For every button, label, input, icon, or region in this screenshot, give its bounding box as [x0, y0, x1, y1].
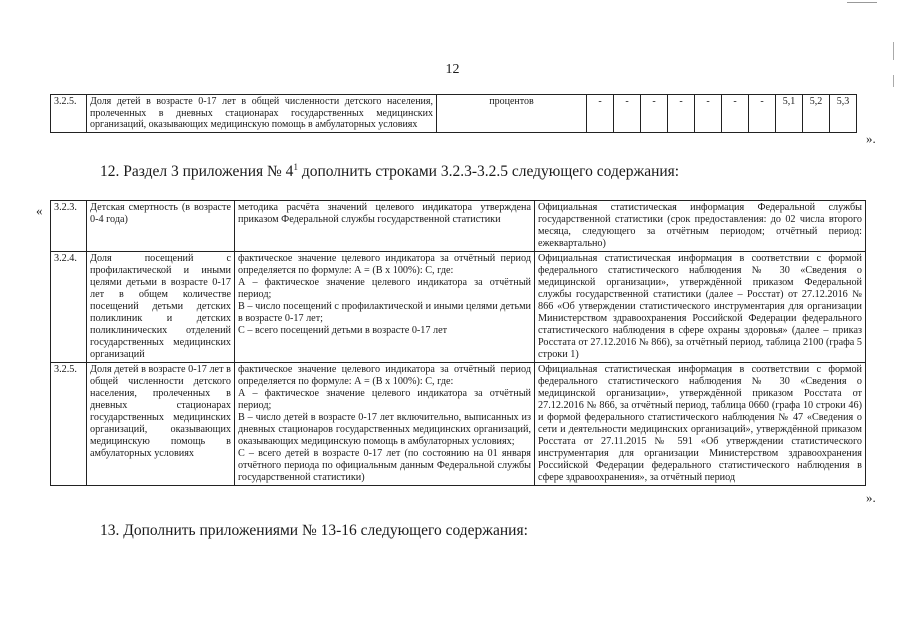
- value-cell: -: [695, 95, 722, 133]
- value-cell: -: [749, 95, 776, 133]
- table-row: [51, 201, 866, 252]
- value-cell: 5,3: [830, 95, 857, 133]
- value-cell: -: [722, 95, 749, 133]
- row-code: 3.2.4.: [51, 252, 87, 363]
- value-cell: -: [641, 95, 668, 133]
- closing-quote: ».: [866, 490, 876, 505]
- value-cell: -: [587, 95, 614, 133]
- opening-quote: «: [36, 203, 43, 218]
- indicator-method: фактическое значение целевого индикатора за отчётный период определяется по формуле: А = (В х 100%): С, где: А – фактическое значение целевого индикатора за отчётный период; В – число детей в возрасте 0-17 лет включительно, выписанных из дневных стационаров государственных медицинских организаций, оказывающих медицинскую помощь в амбулаторных условиях; С – всего детей в возрасте 0-17 лет (по состоянию на 01 января отчётного периода по официальным данным Федеральной службы государственной статистики): [235, 363, 535, 486]
- section-heading-12: [100, 162, 679, 181]
- scan-mark: [893, 42, 894, 60]
- indicators-table: [50, 200, 866, 486]
- indicator-method: фактическое значение целевого индикатора за отчётный период определяется по формуле: А = (В х 100%): С, где: А – фактическое значение целевого индикатора за отчётный период; В – число посещений с профилактической и иными целями детьми в возрасте 0-17 лет; С – всего посещений детьми в возрасте 0-17 лет: [235, 252, 535, 363]
- indicator-source: Официальная статистическая информация в соответствии с формой федерального статистического наблюдения № 30 «Сведения о медицинской организации», утверждённой приказом Федеральной службы государственной статистики (далее – Росстат) от 27.12.2016 № 866 «Об утверждении статистического инструментария для организации Министерством здравоохранения Российской Федерации федерального статистического наблюдения в сфере охраны здоровья» (далее – приказ Росстата от 27.12.2016 № 866), за отчётный период, таблица 2100 (графа 5 строки 1): [535, 252, 866, 363]
- heading-text-after: дополнить строками 3.2.3-3.2.5 следующего содержания:: [297, 163, 680, 181]
- indicator-name: Доля посещений с профилактической и иными целями детьми в возрасте 0-17 лет в общем количестве посещений детьми детских поликлиник и детских поликлинических отделений государственных медицинских организаций: [87, 252, 235, 363]
- value-cell: 5,2: [803, 95, 830, 133]
- row-code: 3.2.3.: [51, 201, 87, 252]
- indicator-source: Официальная статистическая информация в соответствии с формой федерального статистического наблюдения № 30 «Сведения о медицинской организации», утверждённой приказом Росстата от 27.12.2016 № 866, за отчётный период, таблица 0660 (графа 10 строки 46) и формой федерального статистического наблюдения № 47 «Сведения о сети и деятельности медицинских организаций», утверждённой приказом Росстата от 27.11.2015 № 591 «Об утверждении статистического инструментария для организации Министерством здравоохранения Российской Федерации федерального статистического наблюдения в сфере здравоохранения», за отчётный период: [535, 363, 866, 486]
- row-unit: процентов: [437, 95, 587, 133]
- value-cell: 5,1: [776, 95, 803, 133]
- value-cell: -: [668, 95, 695, 133]
- row-code: 3.2.5.: [51, 363, 87, 486]
- table-row: [51, 95, 857, 133]
- indicator-name: Детская смертность (в возрасте 0-4 года): [87, 201, 235, 252]
- indicator-name: Доля детей в возрасте 0-17 лет в общей численности детского населения, пролеченных в дневных стационарах государственных медицинских организаций, оказывающих медицинскую помощь в амбулаторных условиях: [87, 363, 235, 486]
- indicator-source: Официальная статистическая информация Федеральной службы государственной статистики (срок предоставления: до 02 числа второго месяца, следующего за отчётным периодом; отчётный период: ежеквартально): [535, 201, 866, 252]
- indicator-method: методика расчёта значений целевого индикатора утверждена приказом Федеральной службы государственной статистики: [235, 201, 535, 252]
- table-row: [51, 252, 866, 363]
- row-code: 3.2.5.: [51, 95, 87, 133]
- heading-text: 12. Раздел 3 приложения № 4: [100, 163, 294, 181]
- section-heading-13: 13. Дополнить приложениями № 13-16 следующего содержания:: [100, 522, 528, 539]
- scan-mark: [847, 2, 877, 3]
- closing-quote: ».: [866, 131, 876, 146]
- row-description: Доля детей в возрасте 0-17 лет в общей численности детского населения, пролеченных в дневных стационарах государственных медицинских организаций, оказывающих медицинскую помощь в амбулаторных условиях: [87, 95, 437, 133]
- table-row: [51, 363, 866, 486]
- heading-superscript: 1: [293, 162, 298, 172]
- page-number: 12: [445, 62, 460, 77]
- top-table: [50, 94, 857, 133]
- value-cell: -: [614, 95, 641, 133]
